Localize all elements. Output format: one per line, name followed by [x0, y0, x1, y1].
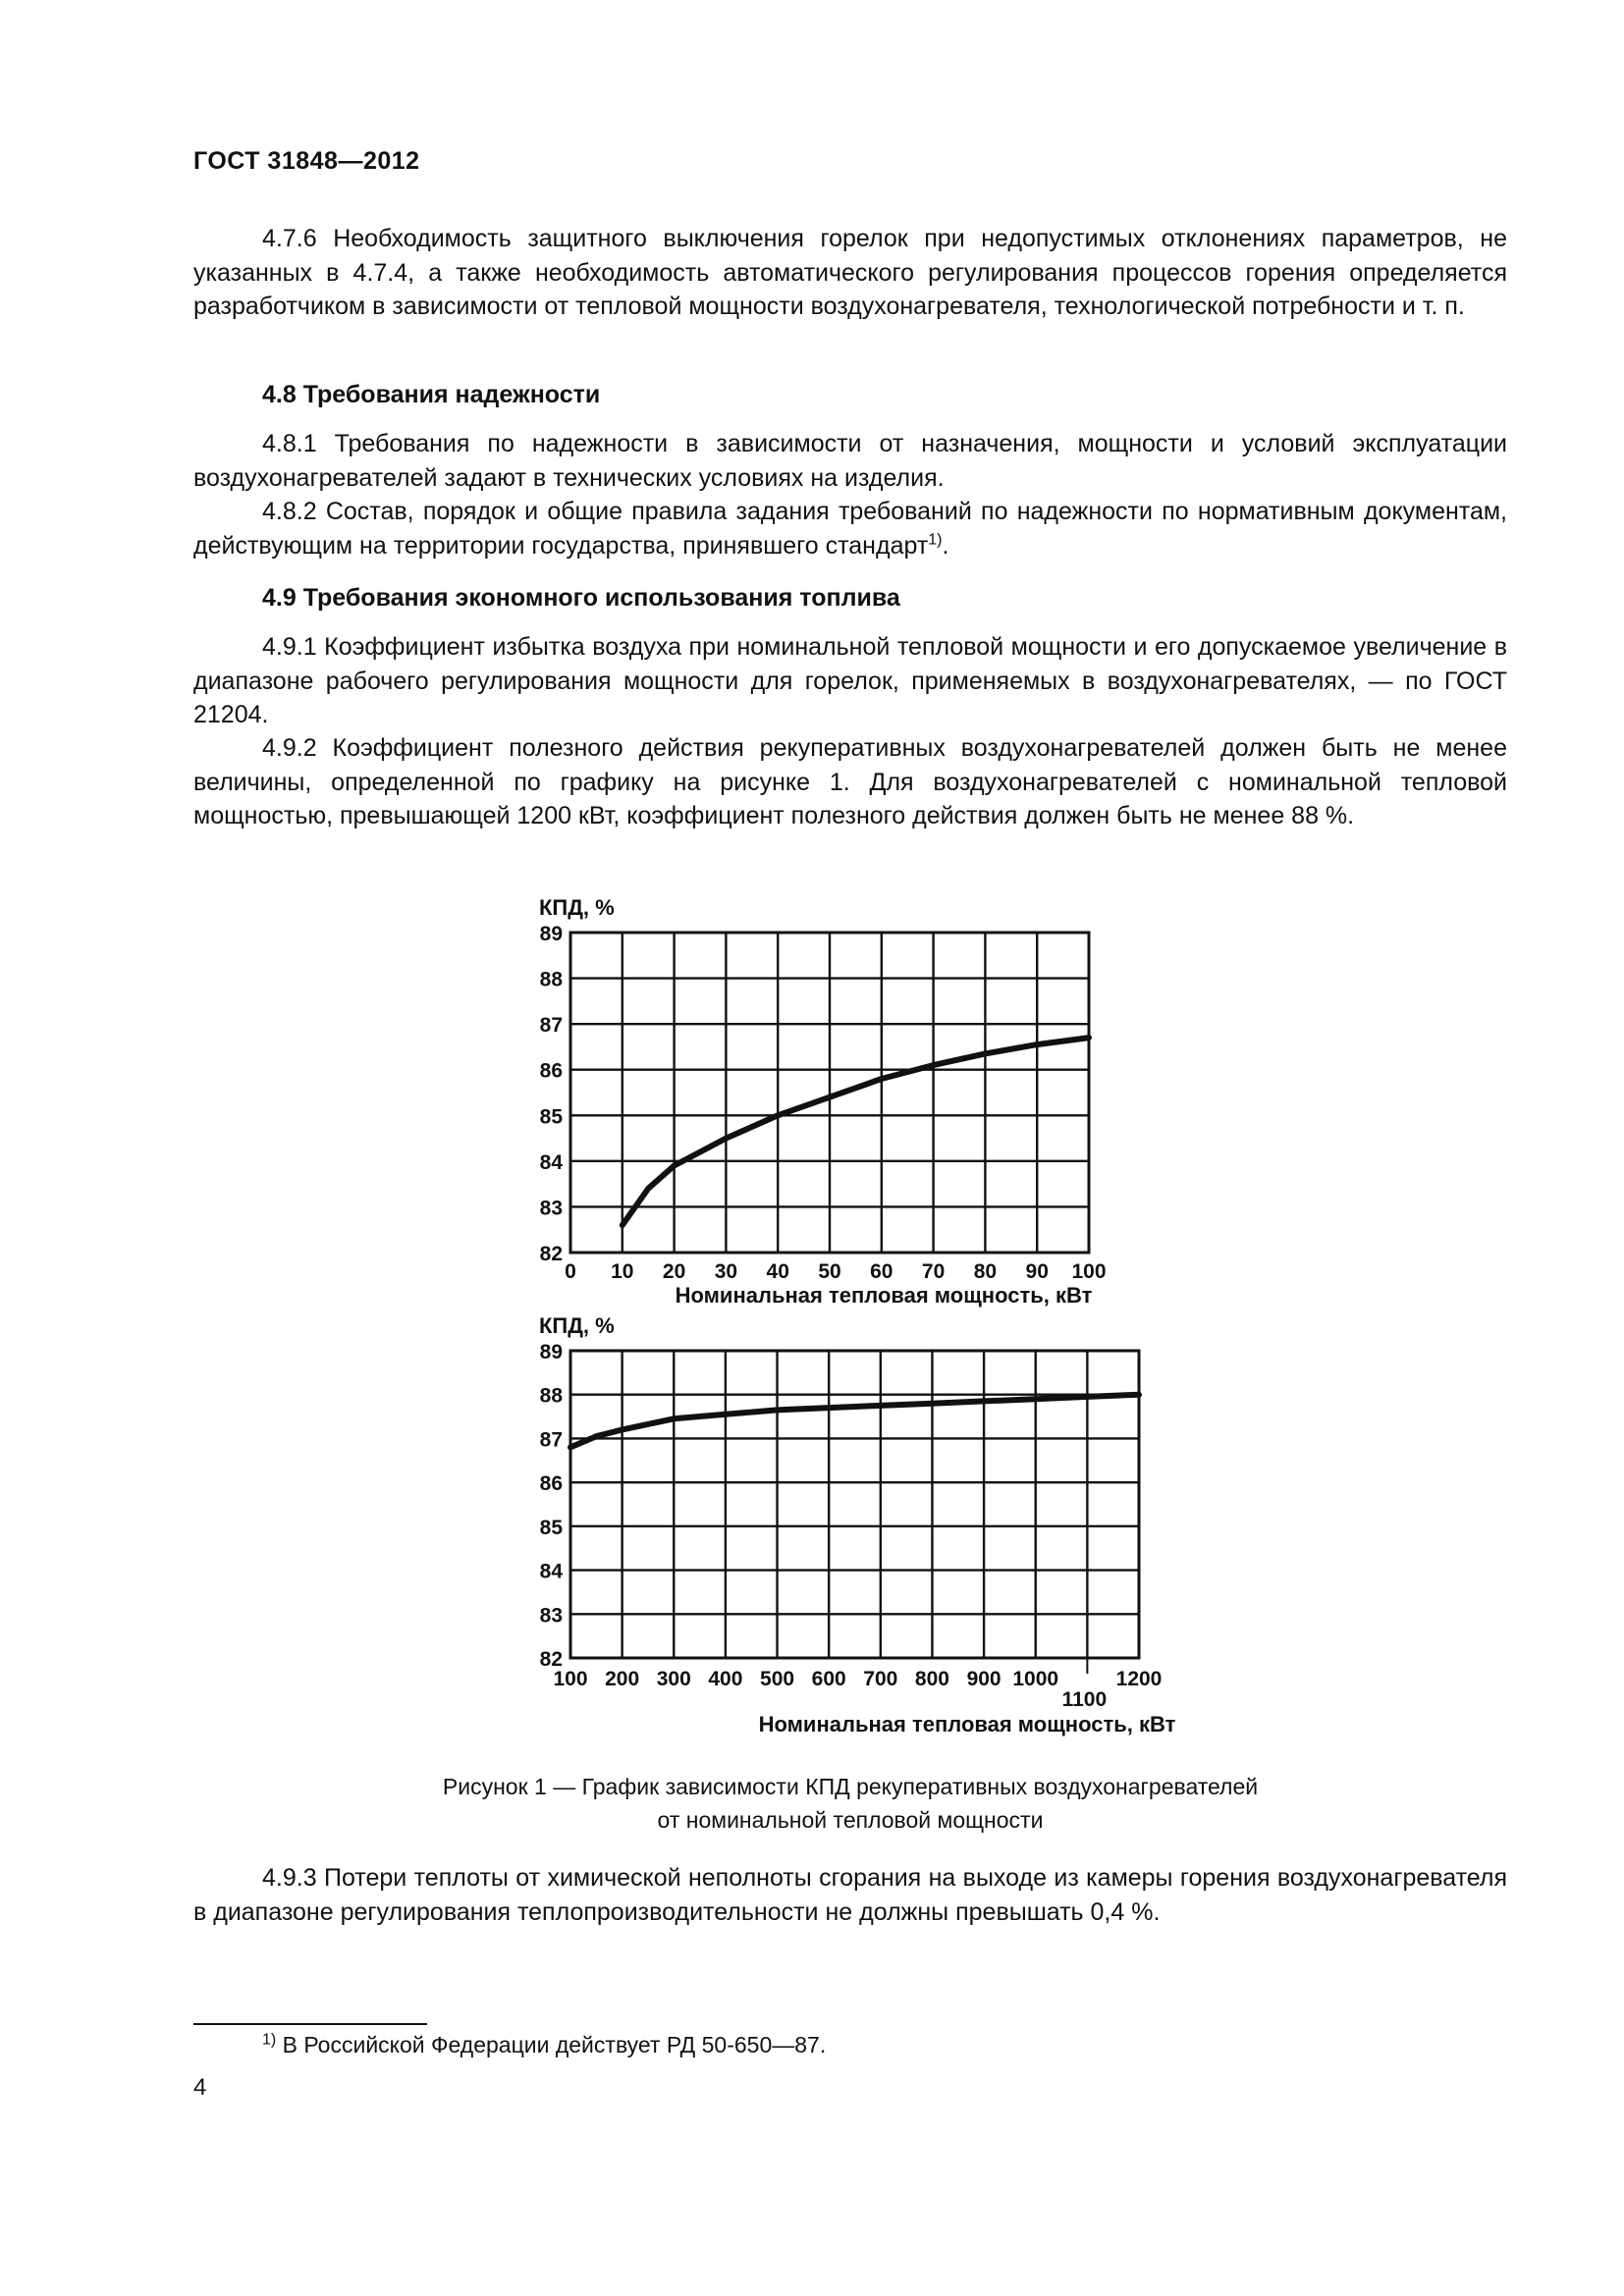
chart1-ytick-label: 86	[539, 1059, 563, 1083]
chart2-ytick-label: 88	[539, 1384, 563, 1408]
chart2-xtick-label: 800	[914, 1668, 949, 1690]
chart1-xtick-label: 10	[611, 1260, 634, 1283]
footnote-reference: 1)	[928, 531, 943, 549]
document-header: ГОСТ 31848—2012	[193, 147, 420, 175]
chart2-ytick-label: 82	[539, 1648, 563, 1671]
chart2-xtick-label: 1200	[1115, 1668, 1163, 1690]
footnote-separator	[193, 2023, 427, 2025]
chart1-xlabel: Номинальная тепловая мощность, кВт	[675, 1283, 1093, 1308]
chart1-xtick-label: 30	[714, 1260, 738, 1283]
chart2-xtick-label: 400	[708, 1668, 743, 1690]
chart2-xtick-label: 700	[863, 1668, 898, 1690]
chart2-xlabel: Номинальная тепловая мощность, кВт	[758, 1712, 1176, 1736]
chart2-xtick-label: 200	[605, 1668, 640, 1690]
chart1-ytick-label: 84	[539, 1150, 563, 1174]
chart1-xtick-label: 50	[818, 1260, 841, 1283]
chart2-ytick-label: 86	[539, 1472, 563, 1496]
chart1-ytick-label: 87	[539, 1014, 563, 1038]
chart2-ytick-label: 89	[539, 1341, 563, 1363]
paragraph-text: 4.9.3 Потери теплоты от химической неполноты сгорания на выходе из камеры горения воздухонагревателя в диапазоне регулирования теплопроизводительности не должны превышать 0,4 %.	[193, 1864, 1507, 1926]
figure-caption	[193, 1770, 1507, 1837]
chart2-xtick-label: 600	[811, 1668, 846, 1690]
chart2-xtick-label: 1100	[1061, 1688, 1108, 1711]
chart1-ytick-label: 89	[539, 923, 563, 945]
chart1-xtick-label: 60	[870, 1260, 893, 1283]
section-heading-4-8: 4.8 Требования надежности	[262, 381, 601, 408]
chart1-xtick-label: 20	[662, 1260, 686, 1283]
chart1-xtick-label: 100	[1071, 1260, 1107, 1283]
page-number: 4	[193, 2074, 207, 2101]
paragraph-text: 4.7.6 Необходимость защитного выключения горелок при недопустимых отклонениях параметров, не указанных в 4.7.4, а также необходимость автоматического регулирования процессов горения определяется разработчиком в зависимости от тепловой мощности воздухонагревателя, технологической потребности и т. п.	[193, 225, 1507, 320]
chart2-ylabel: КПД, %	[539, 1313, 615, 1338]
paragraph-end: .	[942, 531, 949, 560]
chart1-xtick-label: 90	[1025, 1260, 1049, 1283]
paragraph-text: 4.9.2 Коэффициент полезного действия рекуперативных воздухонагревателей должен быть не менее величины, определенной по графику на рисунке 1. Для воздухонагревателей с номинальной тепловой мощностью, превышающей 1200 кВт, коэффициент полезного действия должен быть не менее 88 %.	[193, 734, 1507, 829]
chart1-xtick-label: 40	[766, 1260, 789, 1283]
chart2-ytick-label: 87	[539, 1428, 563, 1452]
chart1-xtick-label: 0	[565, 1260, 576, 1283]
chart1-xtick-label: 70	[921, 1260, 946, 1283]
caption-line-1: Рисунок 1 — График зависимости КПД рекуперативных воздухонагревателей	[442, 1774, 1259, 1799]
chart1-ytick-label: 83	[539, 1197, 563, 1220]
paragraph-body: 4.8.2 Состав, порядок и общие правила задания требований по надежности по нормативным документам, действующим на территории государства, принявшего стандарт	[193, 498, 1507, 560]
footnote-text: В Российской Федерации действует РД 50-650—87.	[282, 2032, 827, 2057]
paragraph-text: 4.9.1 Коэффициент избытка воздуха при номинальной тепловой мощности и его допускаемое увеличение в диапазоне рабочего регулирования мощности для горелок, применяемых в воздухонагревателях, — по ГОСТ 21204.	[193, 633, 1507, 728]
chart2-xtick-label: 1000	[1012, 1668, 1059, 1690]
caption-line-2: от номинальной тепловой мощности	[657, 1807, 1044, 1833]
footnote-mark: 1)	[262, 2031, 277, 2049]
footnote	[262, 2032, 826, 2058]
chart2-ytick-label: 84	[539, 1560, 563, 1583]
chart1-series-line	[623, 1038, 1089, 1225]
chart2-ytick-label: 83	[539, 1604, 563, 1628]
section-heading-4-9: 4.9 Требования экономного использования топлива	[262, 584, 900, 612]
chart1-xtick-label: 80	[973, 1260, 998, 1283]
chart1-ytick-label: 85	[539, 1105, 563, 1129]
paragraph-text: 4.8.1 Требования по надежности в зависимости от назначения, мощности и условий эксплуатации воздухонагревателей задают в технических условиях на изделия.	[193, 430, 1507, 492]
chart2-ytick-label: 85	[539, 1516, 563, 1539]
chart2-xtick-label: 300	[656, 1668, 691, 1690]
chart1-ytick-label: 88	[539, 968, 563, 991]
paragraph-4-9-3	[193, 1861, 1507, 1929]
chart2-xtick-label: 100	[553, 1668, 588, 1690]
chart1-ytick-label: 82	[539, 1243, 563, 1265]
chart1-ylabel: КПД, %	[539, 895, 615, 920]
chart2-xtick-label: 500	[760, 1668, 795, 1690]
chart2-xtick-label: 900	[966, 1668, 1001, 1690]
